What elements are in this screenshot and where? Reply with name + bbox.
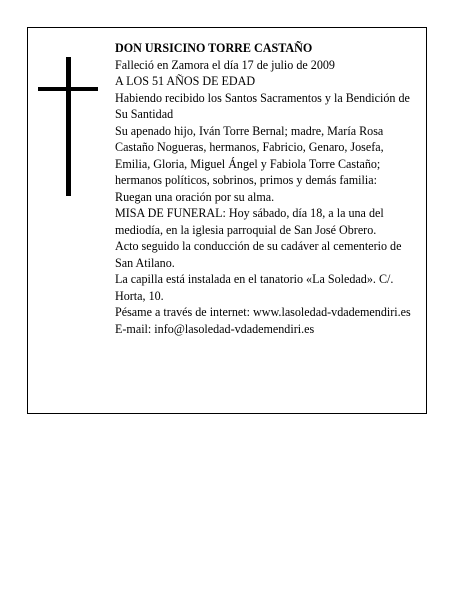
latin-cross-icon-arm [38, 87, 98, 91]
condolences-web: Pésame a través de internet: www.lasoledad-vdademendiri.es [115, 305, 411, 319]
funeral-mass: MISA DE FUNERAL: Hoy sábado, día 18, a la una del mediodía, en la iglesia parroquial de San José Obrero. [115, 206, 384, 237]
latin-cross-icon [66, 57, 71, 196]
age-at-death: A LOS 51 AÑOS DE EDAD [115, 74, 256, 88]
contact-email: E-mail: info@lasoledad-vdademendiri.es [115, 321, 315, 336]
prayer-request: Ruegan una oración por su alma. [115, 189, 275, 204]
sacraments-line: Habiendo recibido los Santos Sacramentos y la Bendición de Su Santidad [115, 90, 410, 121]
family-list: Su apenado hijo, Iván Torre Bernal; madre, María Rosa Castaño Nogueras, hermanos, Fabricio, Genaro, Josefa, Emilia, Gloria, Miguel Ángel y Fabiola Torre Castaño; hermanos políticos, sobrinos, primos y demás familia: [115, 123, 384, 187]
obituary-text [115, 40, 415, 337]
death-place-date: Falleció en Zamora el día 17 de julio de 2009 [115, 57, 335, 72]
burial-info: Acto seguido la conducción de su cadáver al cementerio de San Atilano. [115, 239, 402, 270]
deceased-name: DON URSICINO TORRE CASTAÑO [115, 41, 313, 55]
chapel-info: La capilla está instalada en el tanatorio «La Soledad». C/. Horta, 10. [115, 272, 394, 303]
